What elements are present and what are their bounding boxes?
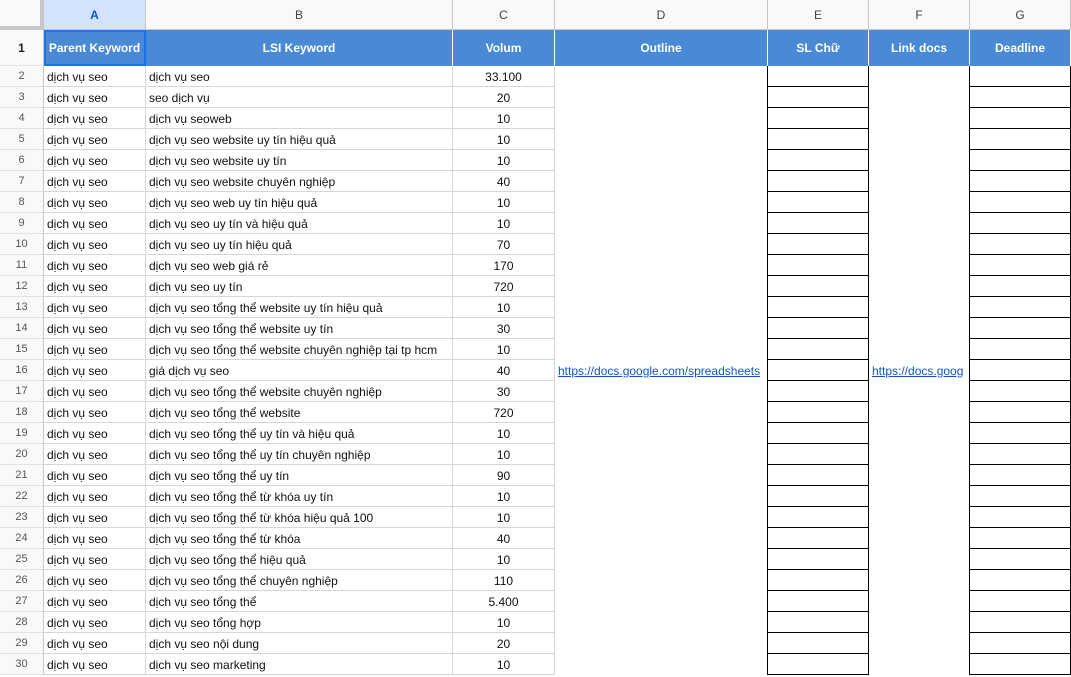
- row-number[interactable]: 12: [0, 276, 44, 297]
- table-cell-parent-keyword[interactable]: dịch vụ seo: [44, 66, 146, 87]
- table-cell-deadline[interactable]: [970, 591, 1071, 612]
- table-cell-lsi-keyword[interactable]: dịch vụ seo nội dung: [146, 633, 453, 654]
- table-cell-lsi-keyword[interactable]: dịch vụ seo web uy tín hiệu quả: [146, 192, 453, 213]
- select-all-corner[interactable]: [0, 0, 44, 30]
- row-number[interactable]: 11: [0, 255, 44, 276]
- table-cell-sl-chu[interactable]: [768, 150, 869, 171]
- table-cell-volume[interactable]: 30: [453, 318, 555, 339]
- table-cell-lsi-keyword[interactable]: dịch vụ seo tổng hợp: [146, 612, 453, 633]
- table-cell-volume[interactable]: 90: [453, 465, 555, 486]
- table-cell-parent-keyword[interactable]: dịch vụ seo: [44, 129, 146, 150]
- table-cell-sl-chu[interactable]: [768, 339, 869, 360]
- table-cell-sl-chu[interactable]: [768, 528, 869, 549]
- table-cell-parent-keyword[interactable]: dịch vụ seo: [44, 192, 146, 213]
- table-cell-deadline[interactable]: [970, 612, 1071, 633]
- table-cell-parent-keyword[interactable]: dịch vụ seo: [44, 171, 146, 192]
- table-cell-deadline[interactable]: [970, 381, 1071, 402]
- column-header-D[interactable]: D: [555, 0, 768, 30]
- table-cell-volume[interactable]: 10: [453, 150, 555, 171]
- table-cell-sl-chu[interactable]: [768, 108, 869, 129]
- table-cell-lsi-keyword[interactable]: dịch vụ seo website chuyên nghiệp: [146, 171, 453, 192]
- table-cell-volume[interactable]: 10: [453, 192, 555, 213]
- table-cell-sl-chu[interactable]: [768, 465, 869, 486]
- row-number[interactable]: 26: [0, 570, 44, 591]
- row-number[interactable]: 30: [0, 654, 44, 675]
- row-number[interactable]: 10: [0, 234, 44, 255]
- header-cell-B[interactable]: LSI Keyword: [146, 30, 453, 66]
- table-cell-volume[interactable]: 10: [453, 423, 555, 444]
- table-cell-parent-keyword[interactable]: dịch vụ seo: [44, 276, 146, 297]
- table-cell-deadline[interactable]: [970, 87, 1071, 108]
- table-cell-lsi-keyword[interactable]: dịch vụ seo tổng thể hiệu quả: [146, 549, 453, 570]
- header-cell-D[interactable]: Outline: [555, 30, 768, 66]
- table-cell-volume[interactable]: 70: [453, 234, 555, 255]
- table-cell-deadline[interactable]: [970, 486, 1071, 507]
- table-cell-sl-chu[interactable]: [768, 192, 869, 213]
- row-number[interactable]: 15: [0, 339, 44, 360]
- table-cell-volume[interactable]: 10: [453, 507, 555, 528]
- table-cell-deadline[interactable]: [970, 549, 1071, 570]
- table-cell-lsi-keyword[interactable]: dịch vụ seo uy tín: [146, 276, 453, 297]
- link-docs-merged-cell[interactable]: [869, 66, 970, 675]
- row-number[interactable]: 9: [0, 213, 44, 234]
- table-cell-volume[interactable]: 40: [453, 360, 555, 381]
- table-cell-parent-keyword[interactable]: dịch vụ seo: [44, 381, 146, 402]
- table-cell-deadline[interactable]: [970, 570, 1071, 591]
- table-cell-volume[interactable]: 10: [453, 129, 555, 150]
- table-cell-deadline[interactable]: [970, 423, 1071, 444]
- header-cell-E[interactable]: SL Chữ: [768, 30, 869, 66]
- table-cell-deadline[interactable]: [970, 234, 1071, 255]
- table-cell-parent-keyword[interactable]: dịch vụ seo: [44, 423, 146, 444]
- table-cell-lsi-keyword[interactable]: dịch vụ seo tổng thể: [146, 591, 453, 612]
- table-cell-volume[interactable]: 720: [453, 402, 555, 423]
- column-header-E[interactable]: E: [768, 0, 869, 30]
- docs-link[interactable]: https://docs.goog: [872, 363, 964, 378]
- table-cell-parent-keyword[interactable]: dịch vụ seo: [44, 255, 146, 276]
- header-cell-C[interactable]: Volum: [453, 30, 555, 66]
- table-cell-volume[interactable]: 10: [453, 339, 555, 360]
- table-cell-deadline[interactable]: [970, 192, 1071, 213]
- column-header-A[interactable]: A: [44, 0, 146, 30]
- row-number[interactable]: 17: [0, 381, 44, 402]
- table-cell-parent-keyword[interactable]: dịch vụ seo: [44, 234, 146, 255]
- table-cell-lsi-keyword[interactable]: dịch vụ seoweb: [146, 108, 453, 129]
- table-cell-sl-chu[interactable]: [768, 507, 869, 528]
- table-cell-parent-keyword[interactable]: dịch vụ seo: [44, 360, 146, 381]
- table-cell-lsi-keyword[interactable]: dịch vụ seo tổng thể website: [146, 402, 453, 423]
- table-cell-lsi-keyword[interactable]: dịch vụ seo tổng thể uy tín và hiệu quả: [146, 423, 453, 444]
- table-cell-volume[interactable]: 10: [453, 549, 555, 570]
- table-cell-deadline[interactable]: [970, 654, 1071, 675]
- table-cell-lsi-keyword[interactable]: dịch vụ seo tổng thể website chuyên nghiệp tại tp hcm: [146, 339, 453, 360]
- table-cell-sl-chu[interactable]: [768, 276, 869, 297]
- row-number[interactable]: 18: [0, 402, 44, 423]
- table-cell-sl-chu[interactable]: [768, 591, 869, 612]
- table-cell-volume[interactable]: 33.100: [453, 66, 555, 87]
- table-cell-parent-keyword[interactable]: dịch vụ seo: [44, 612, 146, 633]
- table-cell-lsi-keyword[interactable]: dịch vụ seo tổng thể từ khóa hiệu quả 100: [146, 507, 453, 528]
- table-cell-deadline[interactable]: [970, 276, 1071, 297]
- table-cell-sl-chu[interactable]: [768, 171, 869, 192]
- row-number[interactable]: 19: [0, 423, 44, 444]
- table-cell-parent-keyword[interactable]: dịch vụ seo: [44, 402, 146, 423]
- table-cell-parent-keyword[interactable]: dịch vụ seo: [44, 444, 146, 465]
- table-cell-volume[interactable]: 720: [453, 276, 555, 297]
- table-cell-deadline[interactable]: [970, 297, 1071, 318]
- table-cell-deadline[interactable]: [970, 360, 1071, 381]
- table-cell-deadline[interactable]: [970, 465, 1071, 486]
- row-number[interactable]: 7: [0, 171, 44, 192]
- row-number[interactable]: 28: [0, 612, 44, 633]
- table-cell-lsi-keyword[interactable]: dịch vụ seo uy tín và hiệu quả: [146, 213, 453, 234]
- table-cell-lsi-keyword[interactable]: dịch vụ seo uy tín hiệu quả: [146, 234, 453, 255]
- table-cell-sl-chu[interactable]: [768, 402, 869, 423]
- table-cell-volume[interactable]: 10: [453, 654, 555, 675]
- table-cell-deadline[interactable]: [970, 402, 1071, 423]
- table-cell-parent-keyword[interactable]: dịch vụ seo: [44, 87, 146, 108]
- table-cell-sl-chu[interactable]: [768, 612, 869, 633]
- header-cell-A[interactable]: Parent Keyword: [44, 30, 146, 66]
- table-cell-sl-chu[interactable]: [768, 423, 869, 444]
- table-cell-deadline[interactable]: [970, 108, 1071, 129]
- outline-link[interactable]: https://docs.google.com/spreadsheets: [558, 363, 761, 378]
- table-cell-sl-chu[interactable]: [768, 654, 869, 675]
- table-cell-lsi-keyword[interactable]: dịch vụ seo tổng thể chuyên nghiệp: [146, 570, 453, 591]
- column-header-C[interactable]: C: [453, 0, 555, 30]
- table-cell-lsi-keyword[interactable]: dịch vụ seo tổng thể uy tín: [146, 465, 453, 486]
- table-cell-lsi-keyword[interactable]: dịch vụ seo website uy tín hiệu quả: [146, 129, 453, 150]
- row-number[interactable]: 20: [0, 444, 44, 465]
- table-cell-deadline[interactable]: [970, 528, 1071, 549]
- table-cell-volume[interactable]: 40: [453, 528, 555, 549]
- table-cell-sl-chu[interactable]: [768, 66, 869, 87]
- table-cell-parent-keyword[interactable]: dịch vụ seo: [44, 150, 146, 171]
- table-cell-parent-keyword[interactable]: dịch vụ seo: [44, 339, 146, 360]
- row-number[interactable]: 23: [0, 507, 44, 528]
- table-cell-volume[interactable]: 110: [453, 570, 555, 591]
- table-cell-lsi-keyword[interactable]: dịch vụ seo website uy tín: [146, 150, 453, 171]
- table-cell-parent-keyword[interactable]: dịch vụ seo: [44, 591, 146, 612]
- table-cell-lsi-keyword[interactable]: dịch vụ seo: [146, 66, 453, 87]
- table-cell-volume[interactable]: 170: [453, 255, 555, 276]
- table-cell-sl-chu[interactable]: [768, 381, 869, 402]
- table-cell-parent-keyword[interactable]: dịch vụ seo: [44, 465, 146, 486]
- table-cell-volume[interactable]: 40: [453, 171, 555, 192]
- row-number[interactable]: 6: [0, 150, 44, 171]
- table-cell-deadline[interactable]: [970, 339, 1071, 360]
- table-cell-lsi-keyword[interactable]: dịch vụ seo marketing: [146, 654, 453, 675]
- column-header-F[interactable]: F: [869, 0, 970, 30]
- row-number[interactable]: 27: [0, 591, 44, 612]
- row-number[interactable]: 22: [0, 486, 44, 507]
- row-number[interactable]: 24: [0, 528, 44, 549]
- table-cell-sl-chu[interactable]: [768, 633, 869, 654]
- table-cell-volume[interactable]: 10: [453, 213, 555, 234]
- table-cell-volume[interactable]: 10: [453, 612, 555, 633]
- row-number[interactable]: 14: [0, 318, 44, 339]
- row-number[interactable]: 3: [0, 87, 44, 108]
- table-cell-parent-keyword[interactable]: dịch vụ seo: [44, 507, 146, 528]
- header-cell-G[interactable]: Deadline: [970, 30, 1071, 66]
- row-number[interactable]: 1: [0, 30, 44, 66]
- table-cell-sl-chu[interactable]: [768, 255, 869, 276]
- table-cell-volume[interactable]: 5.400: [453, 591, 555, 612]
- table-cell-sl-chu[interactable]: [768, 444, 869, 465]
- table-cell-deadline[interactable]: [970, 213, 1071, 234]
- table-cell-lsi-keyword[interactable]: dịch vụ seo tổng thể uy tín chuyên nghiệp: [146, 444, 453, 465]
- table-cell-lsi-keyword[interactable]: seo dịch vụ: [146, 87, 453, 108]
- table-cell-deadline[interactable]: [970, 66, 1071, 87]
- table-cell-deadline[interactable]: [970, 633, 1071, 654]
- table-cell-sl-chu[interactable]: [768, 234, 869, 255]
- row-number[interactable]: 5: [0, 129, 44, 150]
- column-header-G[interactable]: G: [970, 0, 1071, 30]
- table-cell-parent-keyword[interactable]: dịch vụ seo: [44, 318, 146, 339]
- table-cell-lsi-keyword[interactable]: dịch vụ seo tổng thể website uy tín hiệu quả: [146, 297, 453, 318]
- table-cell-parent-keyword[interactable]: dịch vụ seo: [44, 549, 146, 570]
- table-cell-sl-chu[interactable]: [768, 570, 869, 591]
- table-cell-lsi-keyword[interactable]: dịch vụ seo tổng thể website chuyên nghiệp: [146, 381, 453, 402]
- row-number[interactable]: 16: [0, 360, 44, 381]
- row-number[interactable]: 2: [0, 66, 44, 87]
- table-cell-parent-keyword[interactable]: dịch vụ seo: [44, 486, 146, 507]
- table-cell-sl-chu[interactable]: [768, 549, 869, 570]
- table-cell-volume[interactable]: 10: [453, 486, 555, 507]
- row-number[interactable]: 4: [0, 108, 44, 129]
- table-cell-sl-chu[interactable]: [768, 87, 869, 108]
- table-cell-sl-chu[interactable]: [768, 129, 869, 150]
- table-cell-volume[interactable]: 30: [453, 381, 555, 402]
- table-cell-sl-chu[interactable]: [768, 297, 869, 318]
- table-cell-sl-chu[interactable]: [768, 213, 869, 234]
- row-number[interactable]: 8: [0, 192, 44, 213]
- column-header-B[interactable]: B: [146, 0, 453, 30]
- table-cell-parent-keyword[interactable]: dịch vụ seo: [44, 633, 146, 654]
- row-number[interactable]: 21: [0, 465, 44, 486]
- table-cell-parent-keyword[interactable]: dịch vụ seo: [44, 108, 146, 129]
- table-cell-parent-keyword[interactable]: dịch vụ seo: [44, 654, 146, 675]
- table-cell-parent-keyword[interactable]: dịch vụ seo: [44, 528, 146, 549]
- table-cell-volume[interactable]: 10: [453, 108, 555, 129]
- row-number[interactable]: 13: [0, 297, 44, 318]
- row-number[interactable]: 29: [0, 633, 44, 654]
- table-cell-deadline[interactable]: [970, 444, 1071, 465]
- table-cell-lsi-keyword[interactable]: dịch vụ seo tổng thể từ khóa: [146, 528, 453, 549]
- table-cell-parent-keyword[interactable]: dịch vụ seo: [44, 570, 146, 591]
- table-cell-sl-chu[interactable]: [768, 486, 869, 507]
- table-cell-volume[interactable]: 10: [453, 297, 555, 318]
- table-cell-volume[interactable]: 10: [453, 444, 555, 465]
- table-cell-deadline[interactable]: [970, 171, 1071, 192]
- table-cell-lsi-keyword[interactable]: dịch vụ seo tổng thể website uy tín: [146, 318, 453, 339]
- table-cell-deadline[interactable]: [970, 129, 1071, 150]
- table-cell-deadline[interactable]: [970, 150, 1071, 171]
- table-cell-sl-chu[interactable]: [768, 318, 869, 339]
- header-cell-F[interactable]: Link docs: [869, 30, 970, 66]
- table-cell-deadline[interactable]: [970, 318, 1071, 339]
- table-cell-lsi-keyword[interactable]: giá dịch vụ seo: [146, 360, 453, 381]
- table-cell-parent-keyword[interactable]: dịch vụ seo: [44, 297, 146, 318]
- outline-merged-cell[interactable]: [555, 66, 768, 675]
- table-cell-parent-keyword[interactable]: dịch vụ seo: [44, 213, 146, 234]
- table-cell-volume[interactable]: 20: [453, 633, 555, 654]
- table-cell-lsi-keyword[interactable]: dịch vụ seo web giá rẻ: [146, 255, 453, 276]
- table-cell-sl-chu[interactable]: [768, 360, 869, 381]
- table-cell-volume[interactable]: 20: [453, 87, 555, 108]
- row-number[interactable]: 25: [0, 549, 44, 570]
- table-cell-deadline[interactable]: [970, 507, 1071, 528]
- table-cell-lsi-keyword[interactable]: dịch vụ seo tổng thể từ khóa uy tín: [146, 486, 453, 507]
- table-cell-deadline[interactable]: [970, 255, 1071, 276]
